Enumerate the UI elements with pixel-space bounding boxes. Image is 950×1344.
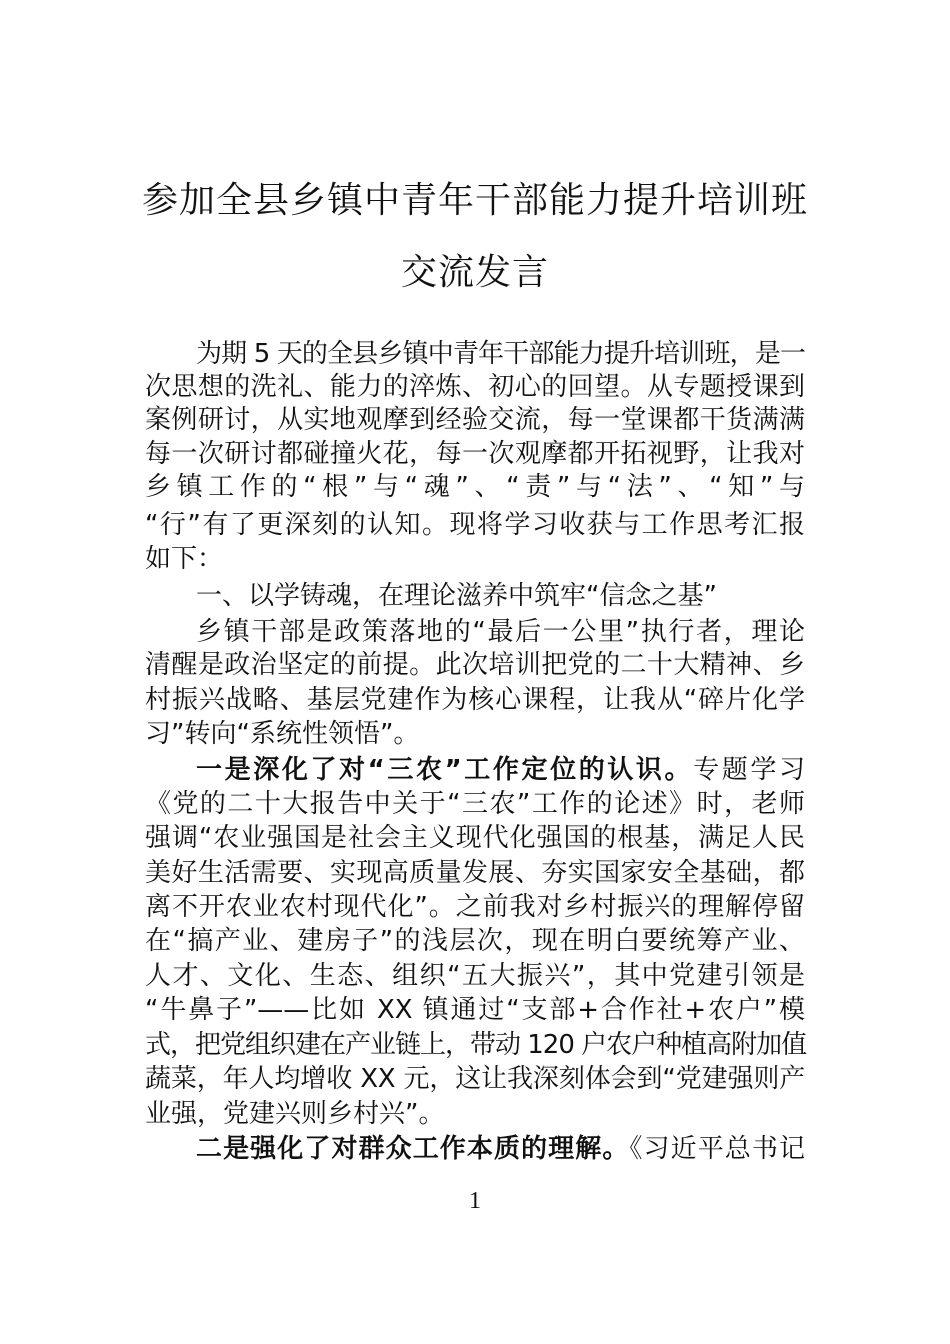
paragraph-line: “行”有了更深刻的认知。现将学习收获与工作思考汇报 bbox=[145, 510, 805, 540]
paragraph-line: 强调“农业强国是社会主义现代化强国的根基，满足人民 bbox=[145, 823, 805, 853]
paragraph-line: 《党的二十大报告中关于“三农”工作的论述》时，老师 bbox=[145, 789, 805, 819]
bold-lead: 二是强化了对群众工作本质的理解。 bbox=[196, 1134, 630, 1164]
paragraph-text: 《习近平总书记 bbox=[629, 1134, 805, 1164]
paragraph-line: 蔬菜，年人均增收 XX 元，这让我深刻体会到“党建强则产 bbox=[145, 1064, 805, 1094]
paragraph-line: 式，把党组织建在产业链上，带动 120 户农户种植高附加值 bbox=[145, 1030, 807, 1060]
paragraph-line: 离不开农业农村现代化”。之前我对乡村振兴的理解停留 bbox=[145, 892, 805, 922]
paragraph-line: 习”转向“系统性领悟”。 bbox=[145, 719, 420, 749]
paragraph-line bbox=[196, 752, 805, 788]
paragraph-line: 如下： bbox=[145, 544, 224, 574]
paragraph-line: 每一次研讨都碰撞火花，每一次观摩都开拓视野，让我对 bbox=[145, 439, 805, 469]
section-heading: 一、以学铸魂，在理论滋养中筑牢“信念之基” bbox=[196, 581, 717, 611]
paragraph-line: 村振兴战略、基层党建作为核心课程，让我从“碎片化学 bbox=[145, 685, 805, 715]
paragraph-line: 人才、文化、生态、组织“五大振兴”，其中党建引领是 bbox=[145, 961, 805, 991]
paragraph-text: 专题学习 bbox=[693, 755, 805, 785]
paragraph-line: 为期 5 天的全县乡镇中青年干部能力提升培训班，是一 bbox=[196, 339, 805, 369]
paragraph-line: 次思想的洗礼、能力的淬炼、初心的回望。从专题授课到 bbox=[145, 372, 805, 402]
paragraph-line: 乡镇工作的“根”与“魂”、“责”与“法”、“知”与 bbox=[145, 472, 805, 502]
bold-lead: 一是深化了对“三农”工作定位的认识。 bbox=[196, 755, 694, 785]
paragraph-line: 美好生活需要、实现高质量发展、夯实国家安全基础，都 bbox=[145, 858, 805, 888]
paragraph-line: 清醒是政治坚定的前提。此次培训把党的二十大精神、乡 bbox=[145, 650, 805, 680]
paragraph-line: 案例研讨，从实地观摩到经验交流，每一堂课都干货满满 bbox=[145, 405, 805, 435]
page-number: 1 bbox=[469, 1188, 481, 1214]
paragraph-line: 在“搞产业、建房子”的浅层次，现在明白要统筹产业、 bbox=[145, 926, 805, 956]
paragraph-line: 乡镇干部是政策落地的“最后一公里”执行者，理论 bbox=[196, 617, 805, 647]
document-title-line-2: 交流发言 bbox=[400, 252, 549, 293]
paragraph-line: “牛鼻子”——比如 XX 镇通过“支部+合作社+农户”模 bbox=[145, 995, 805, 1025]
document-title-line-1: 参加全县乡镇中青年干部能力提升培训班 bbox=[141, 180, 808, 221]
paragraph-line: 业强，党建兴则乡村兴”。 bbox=[145, 1099, 445, 1129]
paragraph-line bbox=[196, 1131, 805, 1167]
